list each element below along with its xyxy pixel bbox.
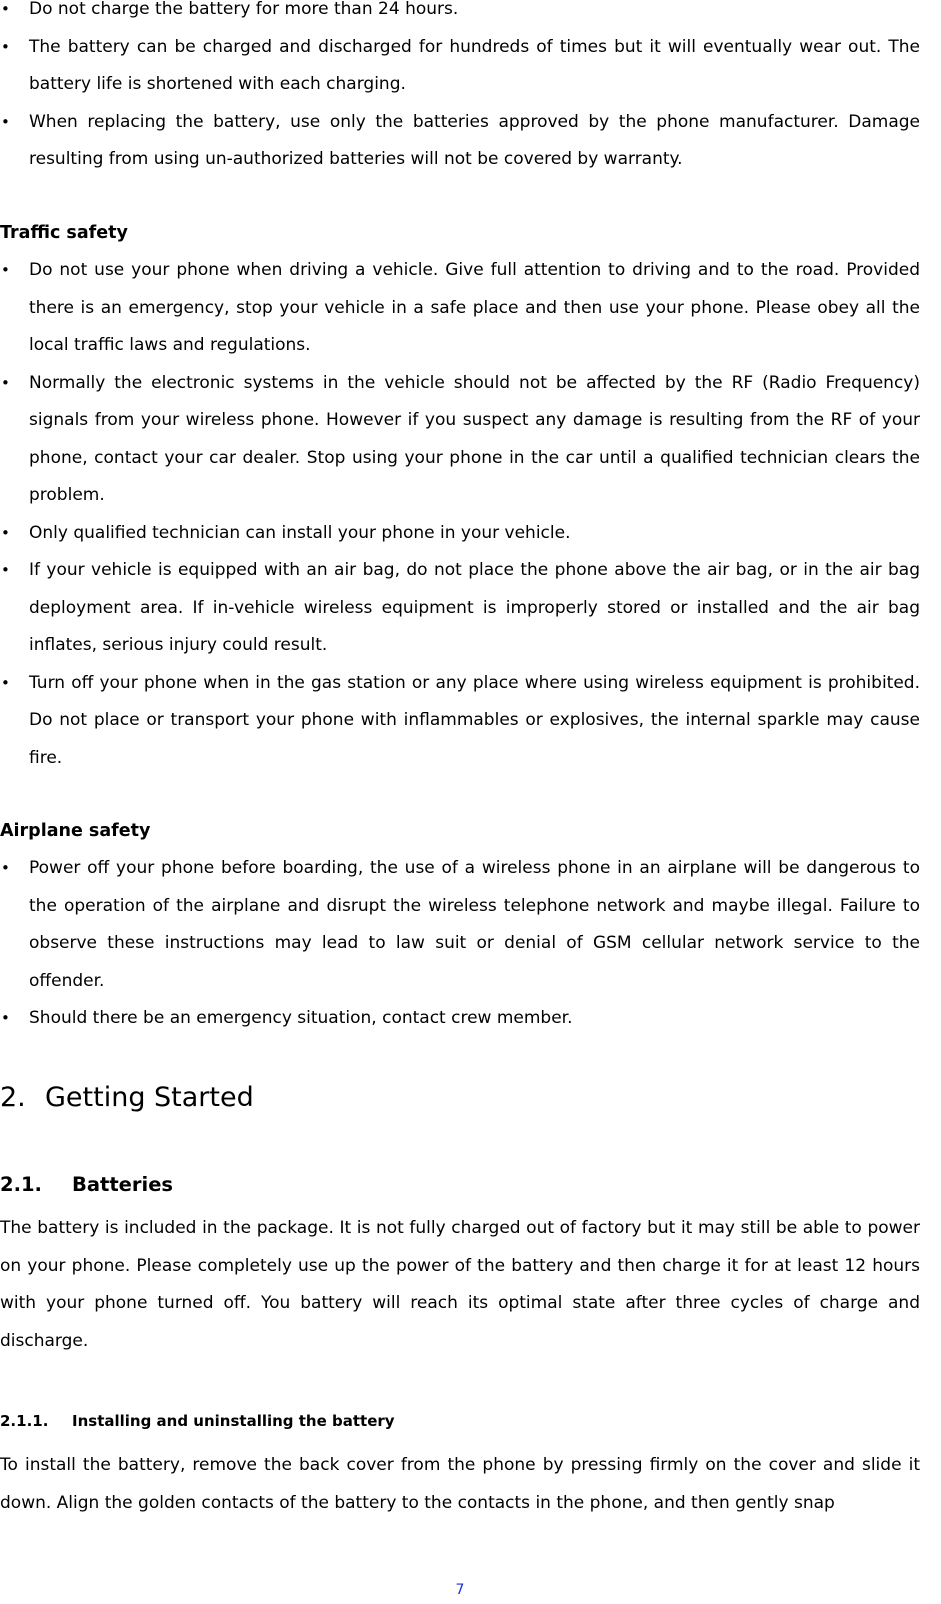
batteries-number: 2.1. [0,1173,42,1196]
installing-number: 2.1.1. [0,1412,49,1430]
list-item: • Normally the electronic systems in the vehicle should not be affected by the RF (Radio Frequency) signals from your wireless phone. However if you suspect any damage is resulting from the RF of your phone, contact your car dealer. Stop using your phone in the car until a qualified technician clears the problem. [0,365,920,515]
list-item: • The battery can be charged and discharged for hundreds of times but it will eventually wear out. The battery life is shortened with each charging. [0,29,920,104]
airplane-bullet-list [0,850,941,1038]
list-item: • Turn off your phone when in the gas station or any place where using wireless equipment is prohibited. Do not place or transport your phone with inflammables or explosives, the internal sparkle may cause fire. [0,665,920,778]
installing-heading [0,1410,941,1432]
list-item: • Should there be an emergency situation, contact crew member. [0,1000,920,1038]
bullet-icon: • [1,673,10,692]
chapter-heading [0,1080,941,1116]
bullet-icon: • [1,112,10,131]
bullet-icon: • [1,261,10,279]
batteries-heading [0,1171,941,1199]
page-number: 7 [455,1582,465,1598]
installing-title: Installing and uninstalling the battery [72,1412,395,1430]
chapter-number: 2. [0,1082,26,1113]
bullet-icon: • [1,37,10,56]
bullet-icon: • [1,561,10,579]
list-item: • Do not use your phone when driving a vehicle. Give full attention to driving and to the road. Provided there is an emergency, stop your vehicle in a safe place and then use your phone. Please obey all the local traffic laws and regulations. [0,252,920,365]
traffic-bullet-list [0,252,941,777]
list-item: • Power off your phone before boarding, the use of a wireless phone in an airplane will be dangerous to the operation of the airplane and disrupt the wireless telephone network and maybe illegal. Failure to observe these instructions may lead to law suit or denial of GSM cellular network service to the offender. [0,850,920,1000]
battery-bullet-list [0,0,941,179]
airplane-safety-heading: Airplane safety [0,821,151,841]
bullet-icon: • [1,859,10,877]
list-item: • If your vehicle is equipped with an air bag, do not place the phone above the air bag, or in the air bag deployment area. If in-vehicle wireless equipment is improperly stored or installed and the air bag inflates, serious injury could result. [0,552,920,665]
bullet-icon: • [1,523,10,542]
list-item: • Only qualified technician can install your phone in your vehicle. [0,515,920,553]
list-item: • Do not charge the battery for more than 24 hours. [0,0,920,29]
bullet-icon: • [1,0,10,18]
bullet-icon: • [1,373,10,392]
batteries-paragraph: The battery is included in the package. It is not fully charged out of factory but it may still be able to power on your phone. Please completely use up the power of the battery and then charge it for at least 12 hours with your phone turned off. You battery will reach its optimal state after three cycles of charge and discharge. [0,1218,920,1351]
chapter-title: Getting Started [45,1082,254,1113]
batteries-title: Batteries [72,1173,174,1196]
list-item: • When replacing the battery, use only the batteries approved by the phone manufacturer. Damage resulting from using un-authorized batteries will not be covered by warranty. [0,104,920,179]
installing-paragraph: To install the battery, remove the back cover from the phone by pressing firmly on the cover and slide it down. Align the golden contacts of the battery to the contacts in the phone, and then gently snap [0,1455,920,1513]
traffic-safety-heading: Traffic safety [0,223,128,243]
bullet-icon: • [1,1009,10,1027]
